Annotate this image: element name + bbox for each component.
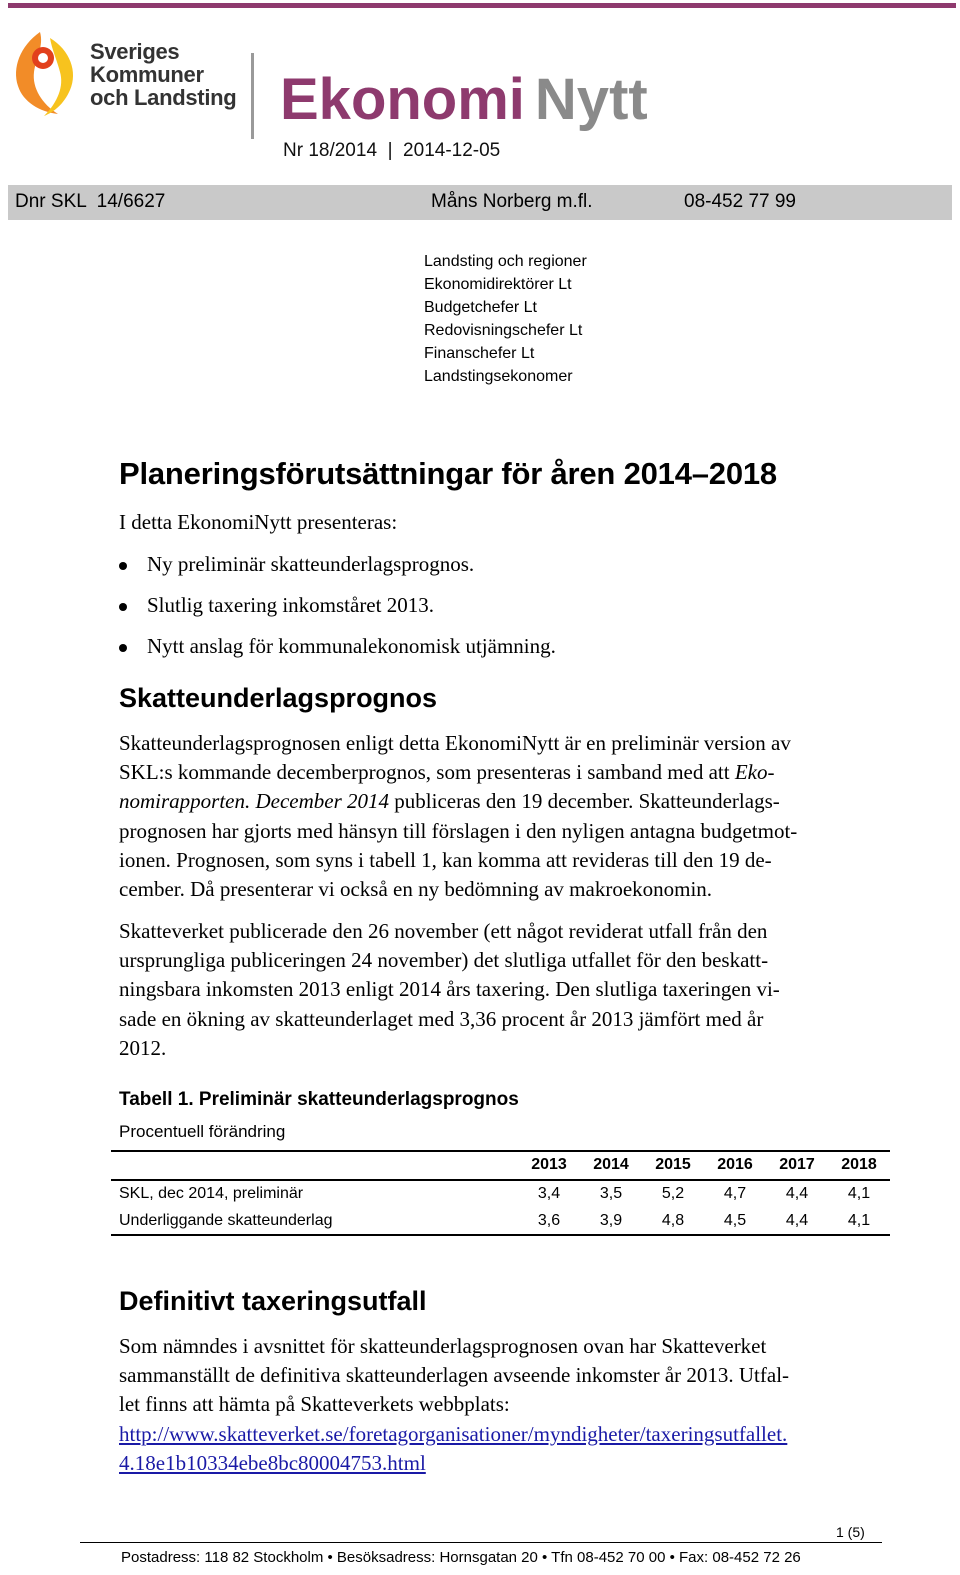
- phone: 08-452 77 99: [684, 191, 796, 212]
- table-bottom-rule: [111, 1234, 890, 1236]
- recipient: Redovisningschefer Lt: [424, 322, 583, 339]
- skl-logo-icon: [10, 28, 80, 120]
- text-line: 2012.: [119, 1035, 167, 1060]
- org-line: och Landsting: [90, 85, 237, 110]
- text-line: Som nämndes i avsnittet för skatteunderlagsprognosen ovan har Skatteverket: [119, 1334, 767, 1358]
- table-col-header: 2018: [841, 1156, 877, 1173]
- top-accent-bar: [8, 3, 956, 8]
- author: Måns Norberg m.fl.: [431, 191, 593, 212]
- text-line: [119, 758, 899, 787]
- page-title: Planeringsförutsättningar för åren 2014–2018: [119, 456, 777, 491]
- paragraph-taxering: [119, 917, 899, 1063]
- issue-number: Nr 18/2014 | 2014-12-05: [283, 140, 501, 161]
- table-cell: 4,8: [661, 1212, 685, 1229]
- text-line: Skatteverket publicerade den 26 november (ett något reviderat utfall från den: [119, 919, 768, 943]
- italic-run: Eko-: [734, 760, 775, 785]
- bullet-dot-icon: [119, 603, 127, 611]
- table-subtitle: Procentuell förändring: [119, 1122, 286, 1141]
- text-line: prognosen har gjorts med hänsyn till förslagen i den nyligen antagna budgetmot-: [119, 818, 798, 843]
- section-heading-taxeringsutfall: Definitivt taxeringsutfall: [119, 1286, 427, 1316]
- org-line: Sveriges: [90, 39, 180, 64]
- page-number: 1 (5): [836, 1524, 865, 1540]
- bullet-text: Slutlig taxering inkomståret 2013.: [147, 593, 434, 617]
- table-cell: 4,5: [723, 1212, 747, 1229]
- table-cell: 4,4: [785, 1185, 809, 1202]
- table-col-header: 2013: [531, 1156, 567, 1173]
- skatteverket-link[interactable]: http://www.skatteverket.se/foretagorganisationer/myndigheter/taxeringsutfallet.: [119, 1421, 788, 1446]
- table-top-rule: [111, 1150, 890, 1152]
- recipient: Finanschefer Lt: [424, 345, 535, 362]
- table-col-header: 2016: [717, 1156, 753, 1173]
- recipient: Landsting och regioner: [424, 253, 587, 270]
- table-cell: 3,4: [537, 1185, 561, 1202]
- table-header-rule: [111, 1179, 890, 1181]
- text-line: ningsbara inkomsten 2013 enligt 2014 års taxering. Den slutliga taxeringen vi-: [119, 977, 780, 1002]
- intro-text: I detta EkonomiNytt presenteras:: [119, 510, 398, 534]
- table-cell: 4,1: [847, 1212, 871, 1229]
- table-cell: 4,7: [723, 1185, 747, 1202]
- bullet-text: Nytt anslag för kommunalekonomisk utjämning.: [147, 634, 556, 658]
- bullet-text: Ny preliminär skatteunderlagsprognos.: [147, 552, 475, 576]
- dnr-number: Dnr SKL 14/6627: [15, 191, 166, 212]
- table-cell: 4,4: [785, 1212, 809, 1229]
- footer-address: Postadress: 118 82 Stockholm • Besöksadress: Hornsgatan 20 • Tfn 08-452 70 00 • Fax: 08-452 72 26: [121, 1549, 801, 1566]
- italic-run: nomirapporten. December 2014: [119, 789, 390, 814]
- bullet-dot-icon: [119, 644, 127, 652]
- table-cell: 5,2: [661, 1185, 685, 1202]
- recipients-list: [424, 250, 587, 388]
- org-line: Kommuner: [90, 62, 204, 87]
- row-label: Underliggande skatteunderlag: [119, 1212, 333, 1229]
- recipient: Landstingsekonomer: [424, 368, 573, 385]
- skatteverket-link-continued[interactable]: 4.18e1b10334ebe8bc80004753.html: [119, 1450, 426, 1475]
- table-col-header: 2014: [593, 1156, 629, 1173]
- text-line: [119, 787, 899, 816]
- publication-title: [280, 68, 648, 132]
- text-line: cember. Då presenterar vi också en ny bedömning av makroekonomin.: [119, 877, 713, 902]
- table-cell: 3,6: [537, 1212, 561, 1229]
- org-name: [90, 40, 236, 109]
- text-line: ionen. Prognosen, som syns i tabell 1, kan komma att revideras till den 19 de-: [119, 847, 772, 872]
- text-line: Skatteunderlagsprognosen enligt detta EkonomiNytt är en preliminär version av: [119, 731, 791, 755]
- paragraph-taxeringsutfall: [119, 1332, 899, 1478]
- brand-ekonomi: Ekonomi: [280, 67, 525, 132]
- table-cell: 4,1: [847, 1185, 871, 1202]
- text-line: let finns att hämta på Skatteverkets webbplats:: [119, 1392, 510, 1417]
- section-heading-prognos: Skatteunderlagsprognos: [119, 683, 438, 713]
- paragraph-prognos: [119, 729, 899, 904]
- recipient: Ekonomidirektörer Lt: [424, 276, 572, 293]
- text-line: ursprungliga publiceringen 24 november) det slutliga utfallet för den beskatt-: [119, 948, 769, 973]
- dnr-bar: [8, 185, 952, 220]
- recipient: Budgetchefer Lt: [424, 299, 537, 316]
- table-col-header: 2015: [655, 1156, 691, 1173]
- text-line: sammanställt de definitiva skatteunderlagen avseende inkomster år 2013. Utfal-: [119, 1363, 790, 1388]
- text-run: publiceras den 19 december. Skatteunderlags-: [389, 789, 780, 814]
- table-caption: Tabell 1. Preliminär skatteunderlagsprognos: [119, 1089, 519, 1110]
- row-label: SKL, dec 2014, preliminär: [119, 1185, 304, 1202]
- table-col-header: 2017: [779, 1156, 815, 1173]
- brand-nytt: Nytt: [534, 67, 648, 132]
- header-divider: [251, 53, 254, 139]
- footer-rule: [80, 1542, 882, 1543]
- bullet-dot-icon: [119, 562, 127, 570]
- table-cell: 3,5: [599, 1185, 623, 1202]
- text-line: sade en ökning av skatteunderlaget med 3,36 procent år 2013 jämfört med år: [119, 1006, 764, 1031]
- table-cell: 3,9: [599, 1212, 623, 1229]
- text-run: SKL:s kommande decemberprognos, som presenteras i samband med att: [119, 760, 735, 785]
